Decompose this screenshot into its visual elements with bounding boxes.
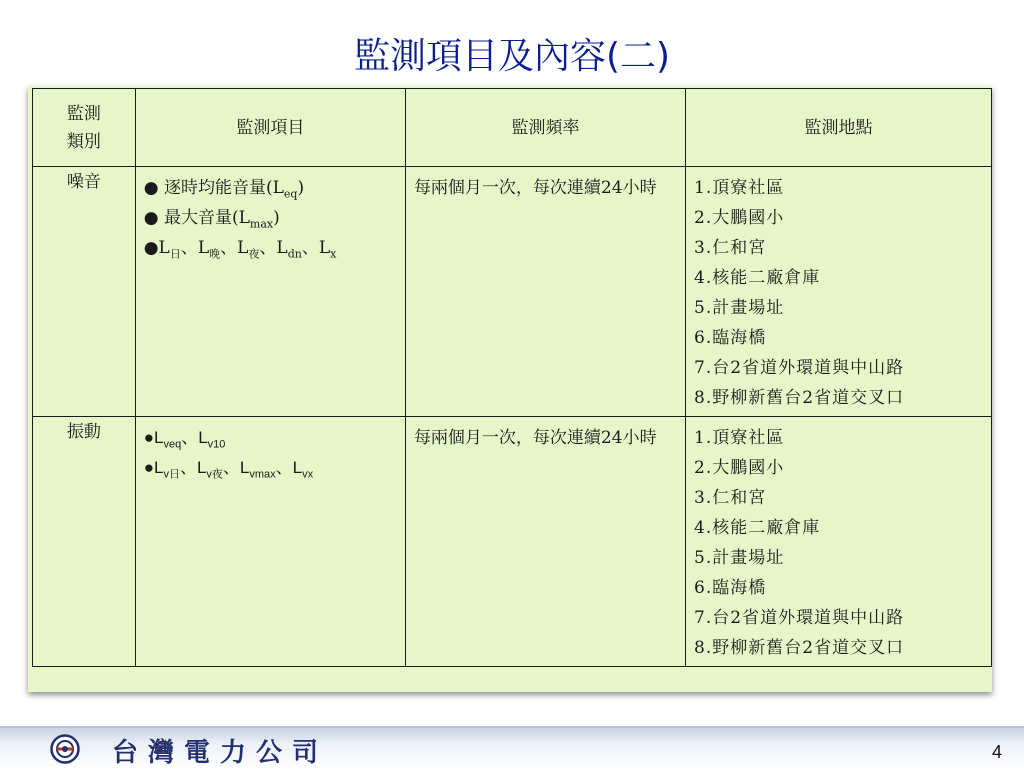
locations-cell	[686, 167, 992, 417]
header-item: 監測項目	[135, 89, 405, 167]
header-category	[33, 89, 136, 167]
location-item: 2.大鵬國小	[694, 458, 785, 478]
location-item: 1.頂寮社區	[694, 428, 785, 448]
location-item: 3.仁和宮	[694, 238, 767, 258]
location-item: 4.核能二廠倉庫	[694, 518, 821, 538]
location-item: 6.臨海橋	[694, 328, 767, 348]
items-cell	[135, 417, 405, 667]
taipower-logo-icon	[50, 734, 80, 764]
location-item: 5.計畫場址	[694, 298, 785, 318]
item-line: ● 最大音量$(L_{max})$	[143, 208, 280, 231]
location-item: 5.計畫場址	[694, 548, 785, 568]
location-item: 1.頂寮社區	[694, 178, 785, 198]
location-item: 3.仁和宮	[694, 488, 767, 508]
table-row	[33, 167, 992, 417]
frequency-cell: 每兩個月一次，每次連續24小時	[405, 167, 685, 417]
item-line: $●L_{veq}$、$L_{v10}$	[143, 428, 226, 451]
location-item: 7.台2省道外環道與中山路	[694, 358, 905, 378]
company-name: 台灣電力公司	[112, 738, 329, 768]
header-category-line: 監測	[66, 103, 101, 124]
location-item: 7.台2省道外環道與中山路	[694, 608, 905, 628]
monitoring-table	[32, 88, 992, 667]
category-cell: 噪音	[33, 167, 136, 417]
location-item: 6.臨海橋	[694, 578, 767, 598]
location-item: 8.野柳新舊台2省道交叉口	[694, 388, 905, 408]
location-item: 2.大鵬國小	[694, 208, 785, 228]
location-item: 8.野柳新舊台2省道交叉口	[694, 638, 905, 658]
items-cell	[135, 167, 405, 417]
page-title: 監測項目及內容(二)	[353, 36, 671, 77]
item-line: ● 逐時均能音量$(L_{eq})$	[143, 178, 305, 201]
header-category-line: 類別	[66, 131, 101, 152]
table-header-row	[33, 89, 992, 167]
item-line: $●L_日$、$L_晚$、$L_夜$、$L_{dn}$、$L_x$	[143, 238, 337, 261]
page-number: 4	[991, 742, 1002, 762]
frequency-cell: 每兩個月一次，每次連續24小時	[405, 417, 685, 667]
locations-cell	[686, 417, 992, 667]
header-location: 監測地點	[686, 89, 992, 167]
category-cell: 振動	[33, 417, 136, 667]
table-row	[33, 417, 992, 667]
location-item: 4.核能二廠倉庫	[694, 268, 821, 288]
item-line: $●L_{v日}$、$L_{v夜}$、$L_{vmax}$、$L_{vx}$	[143, 458, 314, 481]
header-frequency: 監測頻率	[405, 89, 685, 167]
